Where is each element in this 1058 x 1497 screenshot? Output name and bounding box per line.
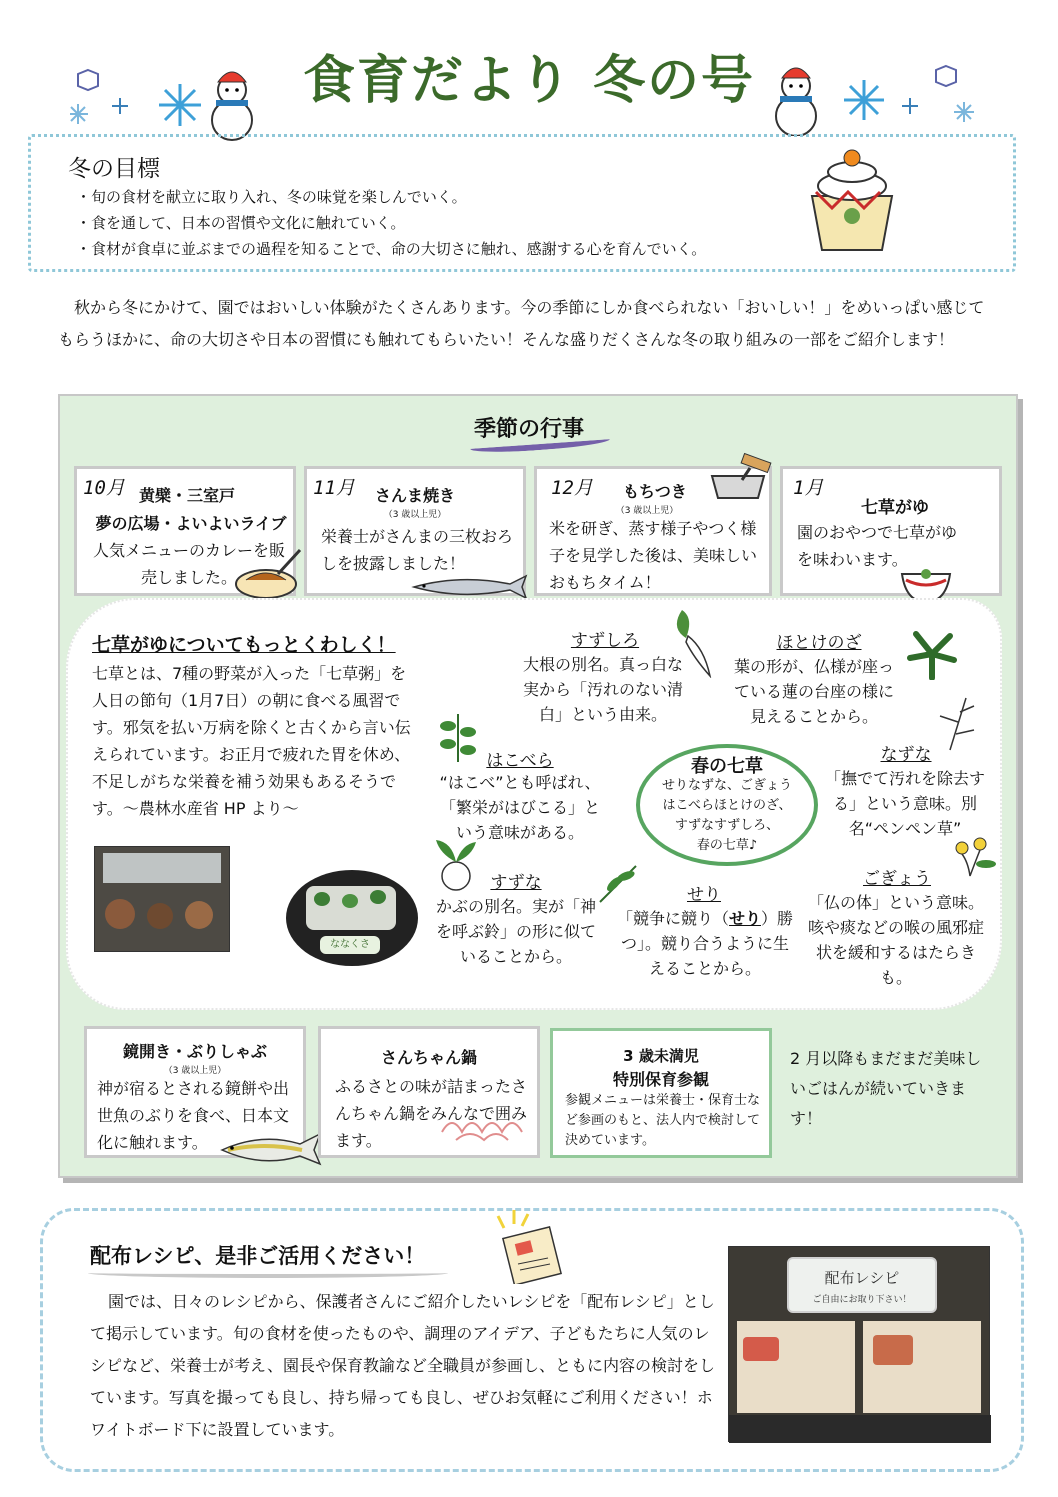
event-title: さんちゃん鍋	[380, 1048, 477, 1067]
event-title: さんま焼き	[375, 486, 456, 505]
herb-text-seri	[616, 906, 794, 981]
mortar-icon	[706, 452, 776, 502]
page-title: 食育だより 冬の号	[302, 51, 756, 111]
snowflake-icon	[844, 80, 884, 120]
center-poem	[636, 776, 818, 856]
event-text: ふるさとの味が詰まったさんちゃん鍋をみんなで囲みます。	[335, 1077, 528, 1150]
closing-note: 2 月以降もまだまだ美味しいごはんが続いていきます！	[790, 1049, 982, 1128]
turnip-icon	[430, 836, 484, 892]
herb-name-gogyou: ごぎょう	[863, 869, 931, 889]
event-text: 栄養士がさんまの三枚おろしを披露しました！	[321, 527, 514, 573]
event-subtitle: 夢の広場・よいよいライブ	[95, 514, 287, 533]
nanakusa-heading: 七草がゆについてもっとくわしく！	[92, 634, 396, 656]
radish-icon	[664, 608, 716, 678]
snowman-icon	[212, 72, 252, 140]
herb-name-nazuna: なずな	[880, 745, 932, 765]
event-text: 人気メニューのカレーを販売しました。	[93, 541, 286, 587]
photo-sign	[787, 1257, 937, 1313]
event-card-special-observation	[550, 1028, 772, 1158]
herb-text-part: 「競争に競り（	[616, 909, 729, 928]
herb-name-hotokenoza: ほとけのざ	[776, 633, 862, 653]
goal-item: ・旬の食材を献立に取り入れ、冬の味覚を楽しんでいく。	[76, 188, 467, 206]
event-text: 参観メニューは栄養士・保育士など参画のもと、法人内で検討して決めています。	[565, 1093, 761, 1148]
kagami-mochi-icon	[802, 146, 902, 254]
herb-text-hotokenoza: 葉の形が、仏様が座っている蓮の台座の様に見えることから。	[733, 657, 894, 726]
goals-list	[76, 184, 706, 262]
event-title: 特別保育参観	[612, 1070, 709, 1089]
event-text: 園のおやつで七草がゆを味わいます。	[797, 523, 958, 569]
snowflake-icon	[954, 102, 974, 122]
photo-sign-subtext: ご自由にお取り下さい！	[812, 1295, 912, 1305]
crystal-icon	[78, 70, 98, 90]
event-title: 七草がゆ	[861, 498, 929, 518]
event-note: （3 歳以上児）	[615, 506, 679, 516]
center-title: 春の七草	[691, 756, 763, 777]
snowflake-icon	[70, 104, 88, 124]
poem-line: せりなずな、ごぎょう	[661, 778, 792, 793]
herb-name-seri: せり	[687, 885, 721, 905]
event-note: （3 歳以上児）	[383, 510, 447, 520]
herb-name-suzuna: すずな	[490, 873, 542, 893]
goal-item: ・食材が食卓に並ぶまでの過程を知ることで、命の大切さに触れ、感謝する心を育んでいく。	[76, 240, 707, 258]
event-month: 12月	[551, 477, 593, 499]
noodle-doodle-icon	[436, 1112, 526, 1146]
goals-heading: 冬の目標	[68, 156, 160, 182]
event-note: （3 歳以上児）	[163, 1066, 227, 1076]
recipe-description: 園では、日々のレシピから、保護者さんにご紹介したいレシピを「配布レシピ」として掲示しています。旬の食材を使ったものや、調理のアイデア、子どもたちに人気のレシピなど、栄養士が考え、園長や保育教諭など全職員が参画し、ともに内容の検討をしています。写真を撮っても良し、持ち帰っても良し、ぜひお気軽にご利用ください！ホワイトボード下に設置しています。	[90, 1292, 715, 1439]
yellowtail-icon	[218, 1128, 324, 1170]
herb-text-part: ）勝つ」。競り合うように生えることから。	[620, 909, 794, 978]
event-title: 鏡開き・ぶりしゃぶ	[122, 1042, 267, 1061]
tray-label: ななくさ	[320, 936, 380, 954]
event-month: 11月	[313, 477, 355, 499]
poem-line: はこべらほとけのざ、	[662, 798, 792, 813]
poem-line: すずなすずしろ、	[674, 818, 780, 833]
leaf-icon	[596, 862, 640, 904]
left-winter-decoration	[70, 62, 270, 142]
herb-text-suzuna: かぶの別名。実が「神を呼ぶ鈴」の形に似ていることから。	[435, 897, 596, 966]
season-heading: 季節の行事	[473, 417, 584, 442]
recipe-heading: 配布レシピ、是非ご活用ください！	[90, 1244, 426, 1268]
event-month: 10月	[83, 477, 125, 499]
snowflake-icon	[902, 98, 918, 114]
photo-sign-text: 配布レシピ	[824, 1269, 900, 1287]
event-title: 黄檗・三室戸	[139, 486, 236, 505]
recipe-board-photo	[728, 1246, 990, 1442]
flower-icon	[946, 834, 1000, 878]
leaf-icon	[906, 628, 958, 680]
herb-text-hakobera: “はこべ”とも呼ばれ、「繁栄がはびこる」という意味がある。	[439, 773, 601, 842]
herb-tray-photo	[286, 870, 418, 966]
event-text: 米を研ぎ、蒸す様子やつく様子を見学した後は、美味しいおもちタイム！	[549, 519, 758, 592]
snowflake-icon	[112, 98, 128, 114]
herb-text-gogyou: 「仏の体」という意味。咳や痰などの喉の風邪症状を緩和するはたらきも。	[807, 893, 984, 987]
children-eating-photo	[94, 846, 230, 952]
nanakusa-description: 七草とは、7種の野菜が入った「七草粥」を人日の節句（1月7日）の朝に食べる風習です。邪気を払い万病を除くと古くから言い伝えられています。お正月で疲れた胃を休め、不足しがちな栄養を補う効果もあるそうです。～農林水産省 HP より～	[92, 664, 411, 818]
crystal-icon	[936, 66, 956, 86]
herb-text-suzushiro: 大根の別名。真っ白な実から「汚れのない清白」という由来。	[522, 655, 683, 724]
snowflake-icon	[159, 84, 201, 126]
poem-line: 春の七草♪	[696, 838, 758, 853]
herb-text-nazuna: 「撫でて汚れを除去する」という意味。別名“ペンペン草”	[824, 769, 985, 838]
event-title: もちつき	[623, 482, 687, 501]
event-title: 3 歳未満児	[623, 1047, 699, 1065]
event-month: 1月	[793, 477, 824, 499]
curry-icon	[234, 544, 304, 602]
herb-name-hakobera: はこべら	[486, 751, 554, 771]
event-text: 神が宿るとされる鏡餅や出世魚のぶりを食べ、日本文化に触れます。	[97, 1079, 290, 1152]
herb-name-suzushiro: すずしろ	[570, 631, 640, 651]
recipe-card-icon	[492, 1206, 564, 1284]
snowman-icon	[776, 68, 816, 136]
right-winter-decoration	[770, 56, 990, 136]
goal-item: ・食を通して、日本の習慣や文化に触れていく。	[76, 214, 406, 232]
intro-paragraph: 秋から冬にかけて、園ではおいしい体験がたくさんあります。今の季節にしか食べられない「おいしい！」をめいっぱい感じてもらうほかに、命の大切さや日本の習慣にも触れてもらいたい！そんな盛りだくさんな冬の取り組みの一部をご紹介します！	[58, 298, 985, 349]
event-card-january	[780, 466, 1002, 596]
herb-text-emphasis: せり	[728, 909, 761, 928]
